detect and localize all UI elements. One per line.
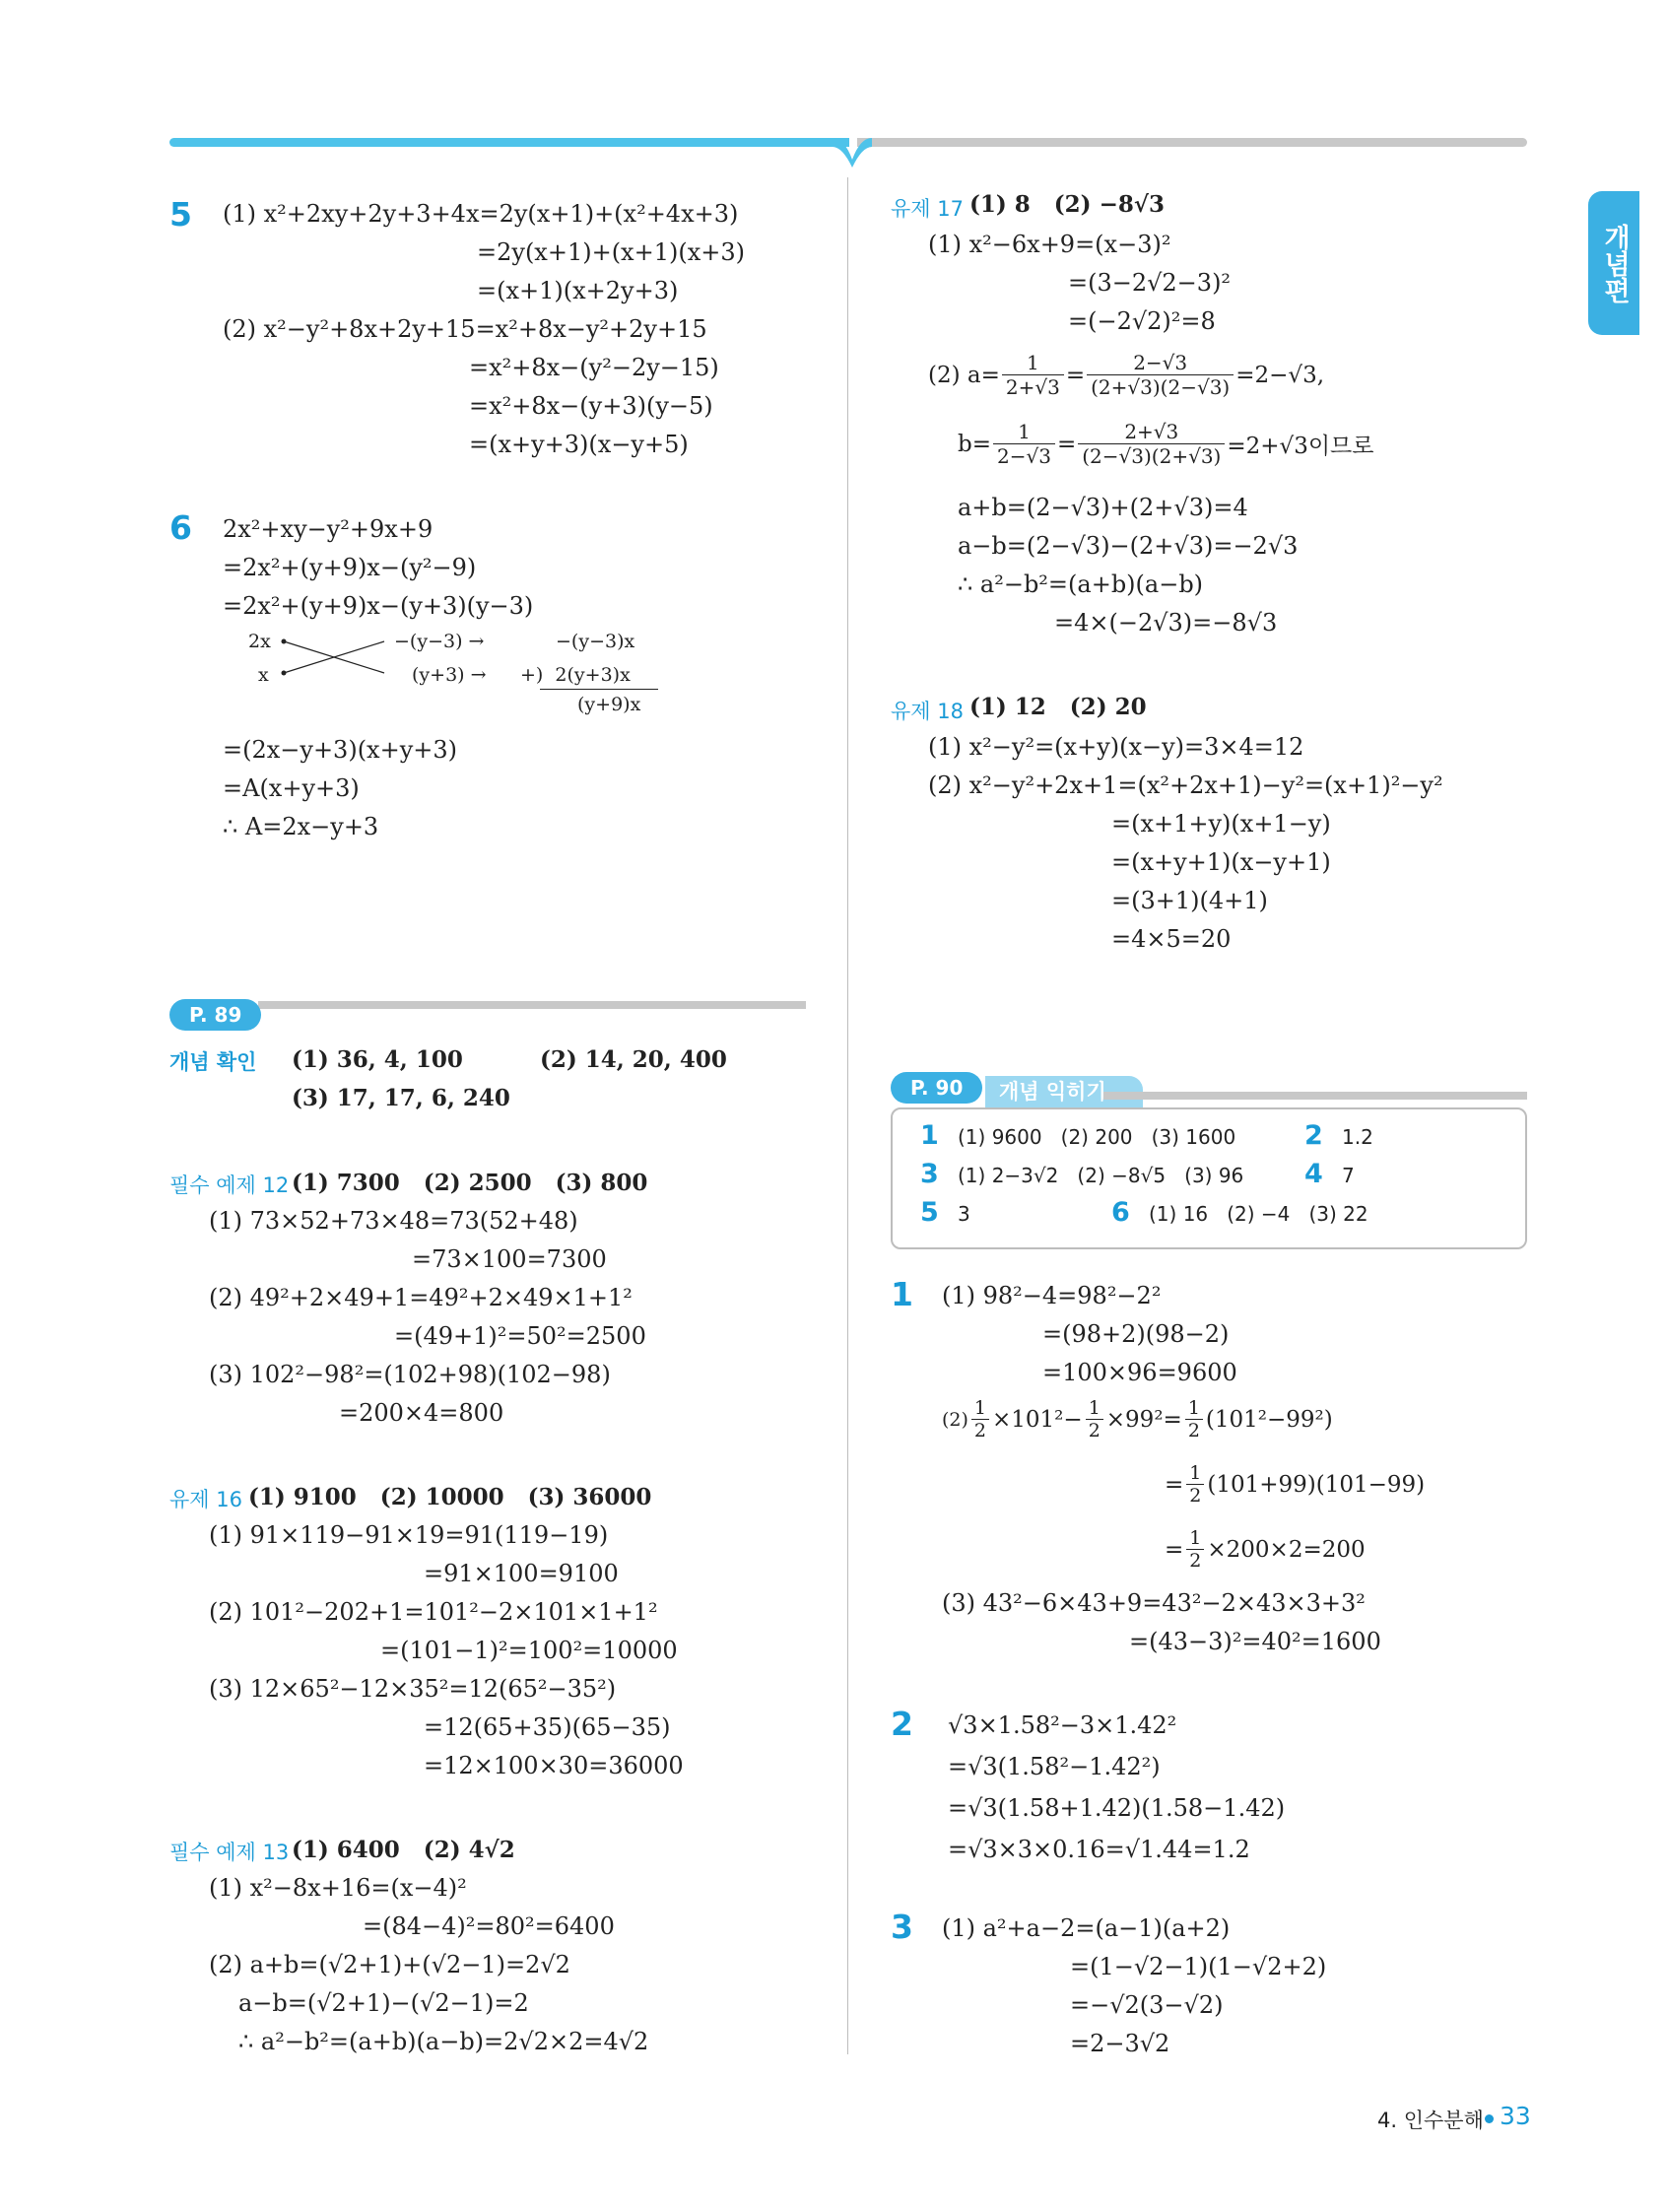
solution-line: (2) 101²−202+1=101²−2×101×1+1² [209,1598,658,1626]
side-tab [1588,191,1639,335]
denominator: 2−√3 [993,443,1055,468]
solution-line: =(98+2)(98−2) [1042,1320,1230,1348]
cross-lines [280,636,388,681]
solution-line: =√3(1.58+1.42)(1.58−1.42) [948,1794,1286,1822]
fraction [1078,420,1225,468]
answer-text: (1) 12 (2) 20 [969,694,1147,720]
solution-line: (1) 73×52+73×48=73(52+48) [209,1207,578,1235]
solution-line: =73×100=7300 [412,1245,607,1273]
header-bar-right [857,138,1527,147]
section-label: 필수 예제 12 [169,1173,290,1197]
fraction-line [958,420,1373,468]
solution-line: (1) x²−8x+16=(x−4)² [209,1874,467,1902]
solution-line: =(101−1)²=100²=10000 [380,1637,678,1664]
page-badge: P. 89 [169,999,261,1031]
solution-line: =2y(x+1)+(x+1)(x+3) [477,238,745,266]
section-label: 유제 18 [891,700,964,723]
solution-line: (2) x²−y²+2x+1=(x²+2x+1)−y²=(x+1)²−y² [928,771,1443,799]
denominator: (2+√3)(2−√3) [1087,374,1234,399]
answer-number: 5 [920,1197,939,1228]
solution-line: =2x²+(y+9)x−(y²−9) [223,554,477,581]
side-tab-label: 개념편 [1599,223,1630,303]
equals: = [1165,1471,1184,1498]
solution-text: (2) [942,1408,968,1431]
answer-text: 3 [958,1202,970,1226]
solution-line: =12×100×30=36000 [424,1752,684,1779]
solution-line: (3) 102²−98²=(102+98)(102−98) [209,1361,611,1388]
solution-text: ×101²− [992,1406,1083,1433]
problem-number: 6 [169,508,192,547]
section-label: 유제 16 [169,1488,242,1511]
denominator: 2 [971,1419,989,1441]
cross-term: +) 2(y+3)x [520,664,631,686]
numerator: 1 [1189,1527,1202,1549]
fraction [1087,351,1234,399]
fraction [1186,1527,1204,1572]
numerator: 1 [1026,351,1039,374]
solution-line: (2) 49²+2×49+1=49²+2×49×1+1² [209,1284,633,1311]
answer-text: (1) 7300 (2) 2500 (3) 800 [292,1170,648,1196]
answer-text: (1) 2−3√2 (2) −8√5 (3) 96 [958,1164,1244,1187]
answer-text: (1) 6400 (2) 4√2 [292,1837,515,1863]
solution-line: =4×(−2√3)=−8√3 [1054,609,1278,637]
answer-text: (1) 16 (2) −4 (3) 22 [1149,1202,1368,1226]
section-label: 개념 확인 [169,1050,257,1074]
solution-line: =(1−√2−1)(1−√2+2) [1070,1953,1327,1980]
denominator: 2 [1186,1484,1204,1507]
numerator: 1 [1189,1462,1202,1484]
section-title: 개념 익히기 [999,1080,1106,1104]
equals: = [1165,1536,1184,1563]
solution-line: =(x+y+1)(x−y+1) [1111,848,1331,876]
answer-number: 3 [920,1159,939,1189]
cross-term: −(y−3) → [394,631,485,652]
solution-line: (2) x²−y²+8x+2y+15=x²+8x−y²+2y+15 [223,315,707,343]
column-divider [847,177,848,2054]
denominator: 2 [1186,1549,1204,1572]
numerator: 2−√3 [1133,351,1188,374]
solution-text: =2+√3이므로 [1227,434,1374,459]
numerator: 1 [973,1397,987,1419]
cross-term: (y+9)x [577,694,641,715]
answer-text: (3) 17, 17, 6, 240 [292,1085,510,1111]
denominator: 2+√3 [1002,374,1064,399]
fraction [971,1397,989,1441]
cross-term: x [258,664,269,686]
fraction-line [928,351,1324,399]
answer-number: 2 [1304,1120,1323,1151]
solution-line: ∴ a²−b²=(a+b)(a−b) [958,570,1204,598]
solution-line: =(x+1)(x+2y+3) [477,277,679,304]
solution-text: ×200×2=200 [1207,1536,1366,1563]
solution-line: (3) 43²−6×43+9=43²−2×43×3+3² [942,1589,1366,1617]
answer-text: 7 [1342,1164,1355,1187]
solution-line: (3) 12×65²−12×35²=12(65²−35²) [209,1675,617,1703]
answer-text: (1) 9100 (2) 10000 (3) 36000 [248,1484,652,1510]
section-label: 유제 17 [891,197,964,221]
solution-text: ×99²= [1105,1406,1182,1433]
chapter-title: 4. 인수분해 [1377,2109,1484,2132]
fraction [1002,351,1064,399]
solution-line: =√3(1.58²−1.42²) [948,1753,1161,1780]
solution-line: a+b=(2−√3)+(2+√3)=4 [958,494,1248,521]
solution-line: (2) a+b=(√2+1)+(√2−1)=2√2 [209,1951,570,1978]
solution-text: (101+99)(101−99) [1207,1471,1426,1498]
solution-line: (1) x²+2xy+2y+3+4x=2y(x+1)+(x²+4x+3) [223,200,739,228]
denominator: 2 [1086,1419,1103,1441]
solution-line: =91×100=9100 [424,1560,619,1587]
solution-line: (1) a²+a−2=(a−1)(a+2) [942,1914,1231,1942]
section-bar [1103,1092,1527,1100]
cross-term: (y+3) → [412,664,487,686]
equals: = [1056,431,1077,457]
solution-line: =4×5=20 [1111,925,1232,953]
section-bar [258,1001,806,1009]
answer-text: (2) 14, 20, 400 [540,1046,727,1073]
solution-text: =2−√3, [1235,362,1325,388]
solution-line: √3×1.58²−3×1.42² [948,1711,1177,1739]
solution-line: =x²+8x−(y+3)(y−5) [469,392,713,420]
solution-line: a−b=(2−√3)−(2+√3)=−2√3 [958,532,1299,560]
solution-text: b= [958,431,991,457]
header-notch [833,138,872,168]
numerator: 1 [1018,420,1031,443]
solution-line: (1) x²−6x+9=(x−3)² [928,231,1171,258]
solution-line: =12(65+35)(65−35) [424,1713,671,1741]
solution-line: (1) 91×119−91×19=91(119−19) [209,1521,609,1549]
problem-number: 5 [169,195,192,234]
solution-line: =A(x+y+3) [223,774,360,802]
solution-line: =(3+1)(4+1) [1111,887,1268,914]
solution-line: =−√2(3−√2) [1070,1991,1224,2019]
solution-line: (1) x²−y²=(x+y)(x−y)=3×4=12 [928,733,1304,761]
solution-line: =(49+1)²=50²=2500 [394,1322,646,1350]
fraction [1086,1397,1103,1441]
solution-line: =(84−4)²=80²=6400 [363,1912,615,1940]
solution-line: =x²+8x−(y²−2y−15) [469,354,719,381]
solution-line: ∴ A=2x−y+3 [223,813,379,840]
header-bar-left [169,138,849,147]
solution-line: =(−2√2)²=8 [1068,307,1216,335]
answer-text: (1) 9600 (2) 200 (3) 1600 [958,1125,1236,1149]
denominator: (2−√3)(2+√3) [1078,443,1225,468]
solution-line: ∴ a²−b²=(a+b)(a−b)=2√2×2=4√2 [238,2028,649,2055]
solution-line: =(x+y+3)(x−y+5) [469,431,689,458]
fraction-line [1165,1527,1366,1572]
fraction [1185,1397,1203,1441]
cross-term: −(y−3)x [556,631,635,652]
page-number: 33 [1500,2102,1531,2130]
solution-line: =√3×3×0.16=√1.44=1.2 [948,1836,1250,1863]
numerator: 1 [1187,1397,1200,1419]
answer-number: 4 [1304,1159,1323,1189]
answer-number: 1 [920,1120,939,1151]
problem-number: 3 [891,1908,913,1946]
page-badge: P. 90 [891,1072,982,1104]
solution-line: =(x+1+y)(x+1−y) [1111,810,1331,838]
solution-line: =100×96=9600 [1042,1359,1237,1386]
solution-line: a−b=(√2+1)−(√2−1)=2 [238,1989,529,2017]
fraction [993,420,1055,468]
numerator: 2+√3 [1124,420,1179,443]
solution-line: =(43−3)²=40²=1600 [1129,1628,1381,1655]
cross-term: 2x [248,631,271,652]
answer-text: (1) 36, 4, 100 [292,1046,463,1073]
equals: = [1065,362,1086,388]
solution-line: =(2x−y+3)(x+y+3) [223,736,457,764]
solution-line: =(3−2√2−3)² [1068,269,1232,297]
numerator: 1 [1088,1397,1101,1419]
solution-line: =2x²+(y+9)x−(y+3)(y−3) [223,592,534,620]
answer-text: 1.2 [1342,1125,1373,1149]
solution-line: =200×4=800 [339,1399,504,1427]
solution-text: (2) a= [928,362,1000,388]
section-label: 필수 예제 13 [169,1841,290,1864]
fraction-line [942,1397,1333,1441]
fraction-line [1165,1462,1425,1507]
footer-dot [1485,2114,1494,2123]
solution-text: (101²−99²) [1205,1406,1333,1433]
problem-number: 1 [891,1275,913,1313]
solution-line: (1) 98²−4=98²−2² [942,1282,1162,1309]
fraction [1186,1462,1204,1507]
problem-number: 2 [891,1705,913,1743]
solution-line: 2x²+xy−y²+9x+9 [223,515,434,543]
solution-line: =2−3√2 [1070,2030,1170,2057]
denominator: 2 [1185,1419,1203,1441]
sum-line [540,689,658,690]
answer-text: (1) 8 (2) −8√3 [969,191,1165,218]
answer-number: 6 [1111,1197,1130,1228]
